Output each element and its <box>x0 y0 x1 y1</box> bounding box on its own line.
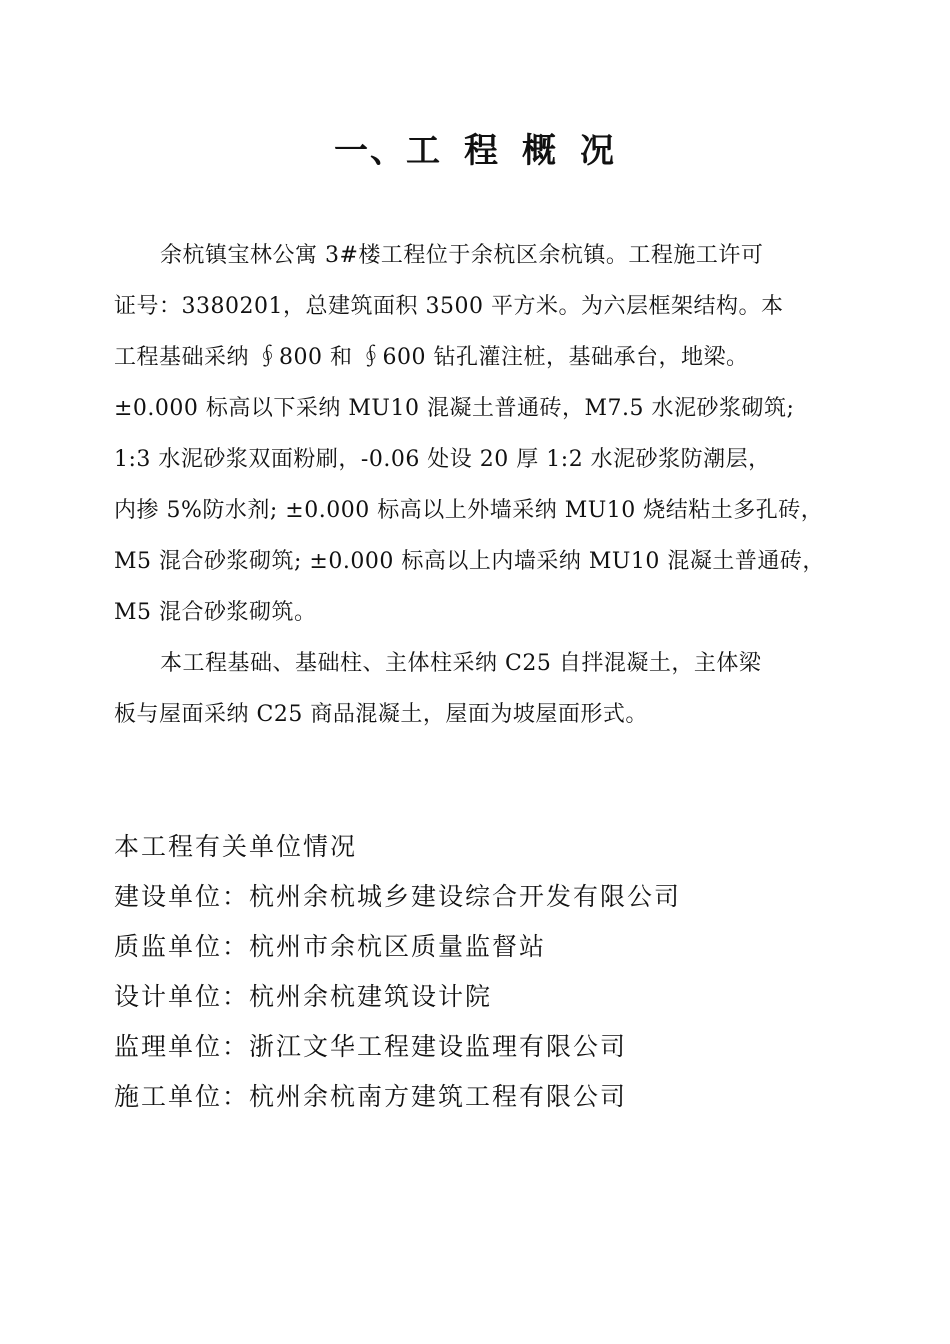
unit-quality-supervision: 质监单位：杭州市余杭区质量监督站 <box>114 932 547 961</box>
paragraph-1-line: 工程基础采纳 ∮800 和 ∮600 钻孔灌注桩，基础承台，地梁。 <box>114 345 749 370</box>
paragraph-1-line: 证号：3380201，总建筑面积 3500 平方米。为六层框架结构。本 <box>114 294 784 319</box>
unit-construction: 建设单位：杭州余杭城乡建设综合开发有限公司 <box>114 882 682 911</box>
title-part-3: 概 <box>522 131 558 171</box>
unit-contractor: 施工单位：杭州余杭南方建筑工程有限公司 <box>114 1082 628 1111</box>
unit-supervision: 监理单位：浙江文华工程建设监理有限公司 <box>114 1032 628 1061</box>
paragraph-2-line: 板与屋面采纳 C25 商品混凝土，屋面为坡屋面形式。 <box>114 702 648 727</box>
paragraph-1-line: M5 混合砂浆砌筑; ±0.000 标高以上内墙采纳 MU10 混凝土普通砖， <box>114 549 825 574</box>
title-part-1: 一、工 <box>334 131 442 171</box>
unit-design: 设计单位：杭州余杭建筑设计院 <box>114 982 493 1011</box>
title-part-4: 况 <box>580 131 616 171</box>
section-title <box>0 128 950 174</box>
paragraph-1-line: 内掺 5%防水剂; ±0.000 标高以上外墙采纳 MU10 烧结粘土多孔砖， <box>114 498 824 523</box>
paragraph-1-line: 余杭镇宝林公寓 3#楼工程位于余杭区余杭镇。工程施工许可 <box>160 243 764 268</box>
paragraph-1-line: M5 混合砂浆砌筑。 <box>114 600 317 625</box>
paragraph-2-line: 本工程基础、基础柱、主体柱采纳 C25 自拌混凝土，主体梁 <box>160 651 762 676</box>
paragraph-1-line: ±0.000 标高以下采纳 MU10 混凝土普通砖，M7.5 水泥砂浆砌筑; <box>114 396 795 421</box>
project-overview-body <box>114 230 874 740</box>
related-units-section <box>114 822 874 1122</box>
units-heading: 本工程有关单位情况 <box>114 832 358 861</box>
title-part-2: 程 <box>464 131 500 171</box>
paragraph-1-line: 1:3 水泥砂浆双面粉刷，-0.06 处设 20 厚 1:2 水泥砂浆防潮层， <box>114 447 771 472</box>
